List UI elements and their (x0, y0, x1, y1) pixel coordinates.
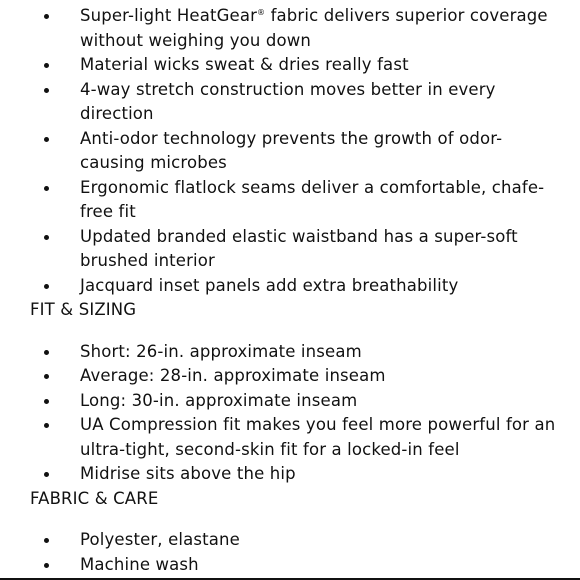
list-item (0, 528, 580, 553)
list-item (0, 462, 580, 487)
features-list (0, 4, 580, 298)
fit-sizing-heading: FIT & SIZING (30, 300, 137, 319)
list-item-text: Super-light HeatGear® fabric delivers superior coverage without weighing you down (80, 6, 548, 50)
bullet-icon (44, 186, 49, 191)
list-item-text: Short: 26-in. approximate inseam (80, 341, 362, 361)
list-item-text: Jacquard inset panels add extra breathability (80, 275, 459, 295)
bullet-icon (44, 63, 49, 68)
bullet-icon (44, 350, 49, 355)
list-item-text: Long: 30-in. approximate inseam (80, 390, 358, 410)
list-item (0, 127, 580, 176)
bullet-icon (44, 563, 49, 568)
registered-mark: ® (257, 8, 266, 17)
list-item (0, 53, 580, 78)
list-item-text: UA Compression fit makes you feel more powerful for an ultra-tight, second-skin fit for a locked-in feel (80, 415, 556, 459)
bullet-icon (44, 137, 49, 142)
list-item (0, 340, 580, 365)
list-item-text: Anti-odor technology prevents the growth of odor-causing microbes (80, 128, 503, 172)
list-item (0, 274, 580, 299)
list-item (0, 176, 580, 225)
bullet-icon (44, 472, 49, 477)
list-item (0, 225, 580, 274)
bullet-icon (44, 284, 49, 289)
list-item-text: Midrise sits above the hip (80, 464, 296, 483)
list-item (0, 553, 580, 578)
list-item (0, 413, 580, 462)
list-item (0, 78, 580, 127)
list-item-text: Material wicks sweat & dries really fast (80, 55, 409, 74)
bullet-icon (44, 374, 49, 379)
list-item (0, 364, 580, 389)
list-item-text: Polyester, elastane (80, 530, 240, 549)
bullet-icon (44, 423, 49, 428)
bullet-icon (44, 399, 49, 404)
bullet-icon (44, 88, 49, 93)
bullet-icon (44, 538, 49, 543)
list-item (0, 4, 580, 53)
list-item-text: Ergonomic flatlock seams deliver a comfortable, chafe-free fit (80, 177, 545, 221)
list-item (0, 389, 580, 414)
list-item-text: Machine wash (80, 554, 199, 574)
list-item-text: Average: 28-in. approximate inseam (80, 366, 386, 385)
bullet-icon (44, 235, 49, 240)
bullet-icon (44, 14, 49, 19)
fabric-care-list (0, 528, 580, 577)
fabric-care-heading: FABRIC & CARE (30, 488, 159, 508)
list-item-text: Updated branded elastic waistband has a super-soft brushed interior (80, 226, 518, 270)
list-item-text: 4-way stretch construction moves better in every direction (80, 79, 496, 123)
fit-sizing-list (0, 340, 580, 487)
